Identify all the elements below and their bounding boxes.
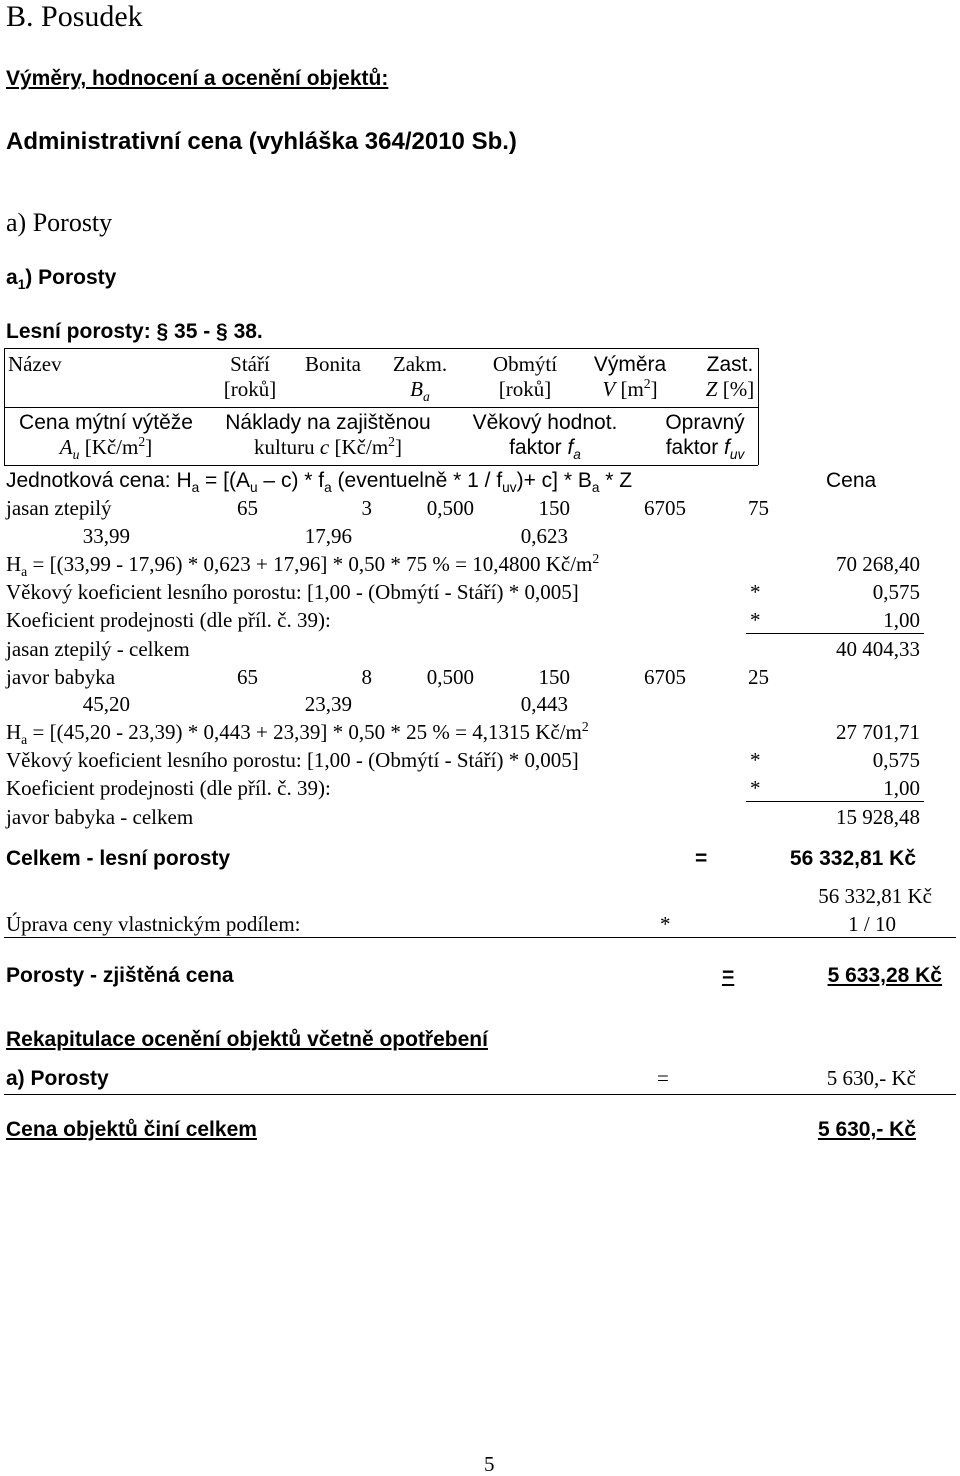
age-coefficient-op: * [750, 580, 761, 604]
forest-total-value: 56 332,81 Kč [789, 847, 916, 870]
item-obmyti: 150 [538, 665, 570, 689]
sale-coefficient-label: Koeficient prodejnosti (dle příl. č. 39): [6, 776, 331, 800]
sale-coefficient-value: 1,00 [883, 608, 920, 632]
sale-coefficient-value: 1,00 [883, 776, 920, 800]
item-name: jasan ztepilý [6, 496, 112, 520]
subtotal-line [746, 801, 924, 802]
age-coefficient-label: Věkový koeficient lesního porostu: [1,00 - (Obmýtí - Stáří) * 0,005] [6, 748, 579, 772]
item-name: javor babyka [6, 665, 116, 689]
subsection-a1: $a_1$) Porosty [6, 266, 117, 293]
item-zakm: 0,500 [426, 496, 474, 520]
page-heading: B. Posudek [6, 0, 143, 33]
ownership-adjustment-label: Úprava ceny vlastnickým podílem: [6, 912, 301, 936]
col-nazev: Název [8, 352, 62, 376]
recap-porosty-op: = [657, 1066, 669, 1090]
col-vekovy-unit: faktor $f_a$ [509, 436, 581, 463]
price-column-header: Cena [826, 469, 877, 492]
subtotal-line [746, 633, 924, 634]
item-bonita: 3 [361, 496, 372, 520]
age-coefficient-value: 0,575 [872, 748, 920, 772]
item-stari: 65 [237, 665, 258, 689]
item-zakm: 0,500 [426, 665, 474, 689]
item-calc-value: 70 268,40 [836, 552, 920, 576]
ownership-base-value: 56 332,81 Kč [818, 884, 932, 908]
item-zast: 75 [748, 496, 769, 520]
item-fa: 0,623 [520, 524, 568, 548]
total-objects-value: 5 630,- Kč [817, 1118, 916, 1141]
item-au: 33,99 [82, 524, 130, 548]
unit-price-formula: Jednotková cena: $H_a = [(A_u - c) * f_a$ (eventuelně * $1 / f_{uv})+ c] * B_a * Z$ [6, 469, 633, 496]
col-vekovy: Věkový hodnot. [472, 411, 618, 434]
item-total-label: javor babyka - celkem [6, 805, 194, 829]
col-cena-mytni-unit: $A_u$ $[Kč/m^2]$ [59, 434, 153, 463]
forest-total-label: Celkem - lesní porosty [6, 847, 231, 870]
item-calc-value: 27 701,71 [836, 720, 920, 744]
col-zakm-var: $B_a$ [410, 377, 430, 405]
ownership-adjustment-op: * [660, 912, 671, 936]
determined-price-value: 5 633,28 Kč [827, 964, 942, 987]
col-naklady: Náklady na zajištěnou [225, 411, 431, 434]
forest-total-op: = [695, 847, 708, 870]
admin-price-title: Administrativní cena (vyhláška 364/2010 Sb.) [6, 128, 517, 155]
item-c: 23,39 [304, 692, 352, 716]
header-middle-line [4, 407, 758, 408]
determined-price-op: = [722, 964, 735, 987]
sale-coefficient-label: Koeficient prodejnosti (dle příl. č. 39): [6, 608, 331, 632]
age-coefficient-op: * [750, 748, 761, 772]
item-fa: 0,443 [520, 692, 568, 716]
col-zast: Zast. [706, 353, 754, 376]
col-naklady-unit: kulturu c $[Kč/m^2]$ [254, 434, 402, 459]
recap-divider [4, 1094, 956, 1095]
header-top-line [4, 348, 758, 349]
sale-coefficient-op: * [750, 608, 761, 632]
item-obmyti: 150 [538, 496, 570, 520]
col-cena-mytni: Cena mýtní výtěže [19, 411, 193, 434]
col-opravny: Opravný [665, 411, 745, 434]
recap-porosty-label: a) Porosty [6, 1067, 109, 1090]
item-calculation: $H_a = [(45,20 - 23,39) * 0,443 + 23,39] * 0,50 * 25$ % = 4,1315 $Kč/m^2$ [6, 719, 589, 748]
section-title: Výměry, hodnocení a ocenění objektů: [6, 67, 389, 90]
col-zast-unit: Z [%] [705, 377, 755, 401]
item-total-label: jasan ztepilý - celkem [6, 637, 190, 661]
item-total-value: 15 928,48 [836, 805, 920, 829]
recap-title: Rekapitulace ocenění objektů včetně opotřebení [6, 1028, 488, 1051]
col-stari-unit: [roků] [223, 377, 277, 401]
determined-price-label: Porosty - zjištěná cena [6, 964, 234, 987]
subsection-a: a) Porosty [6, 208, 113, 237]
item-stari: 65 [237, 496, 258, 520]
header-border-left [4, 348, 5, 465]
item-total-value: 40 404,33 [836, 637, 920, 661]
ownership-share-value: 1 / 10 [848, 912, 896, 936]
item-vymera: 6705 [644, 496, 686, 520]
header-bottom-line [4, 465, 758, 466]
col-bonita: Bonita [305, 352, 361, 376]
forest-stands-label: Lesní porosty: § 35 - § 38. [6, 320, 263, 343]
item-au: 45,20 [82, 692, 130, 716]
item-c: 17,96 [304, 524, 352, 548]
age-coefficient-value: 0,575 [872, 580, 920, 604]
sale-coefficient-op: * [750, 776, 761, 800]
ownership-divider [4, 937, 956, 938]
page-number: 5 [484, 1452, 495, 1476]
col-stari: Stáří [230, 352, 270, 376]
col-vymera: Výměra [593, 353, 667, 376]
age-coefficient-label: Věkový koeficient lesního porostu: [1,00 - (Obmýtí - Stáří) * 0,005] [6, 580, 579, 604]
item-zast: 25 [748, 665, 769, 689]
col-obmyti: Obmýtí [492, 352, 558, 376]
total-objects-label: Cena objektů činí celkem [6, 1118, 257, 1141]
recap-porosty-value: 5 630,- Kč [826, 1066, 916, 1090]
item-bonita: 8 [361, 665, 372, 689]
item-calculation: $H_a = [(33,99 - 17,96) * 0,623 + 17,96] * 0,50 * 75$ % = 10,4800 $Kč/m^2$ [6, 551, 600, 580]
col-vymera-unit: V $[m^2]$ [602, 376, 658, 401]
col-opravny-unit: faktor $f_{uv}$ [665, 436, 745, 463]
col-obmyti-unit: [roků] [498, 377, 552, 401]
col-zakm: Zakm. [392, 352, 448, 376]
item-vymera: 6705 [644, 665, 686, 689]
